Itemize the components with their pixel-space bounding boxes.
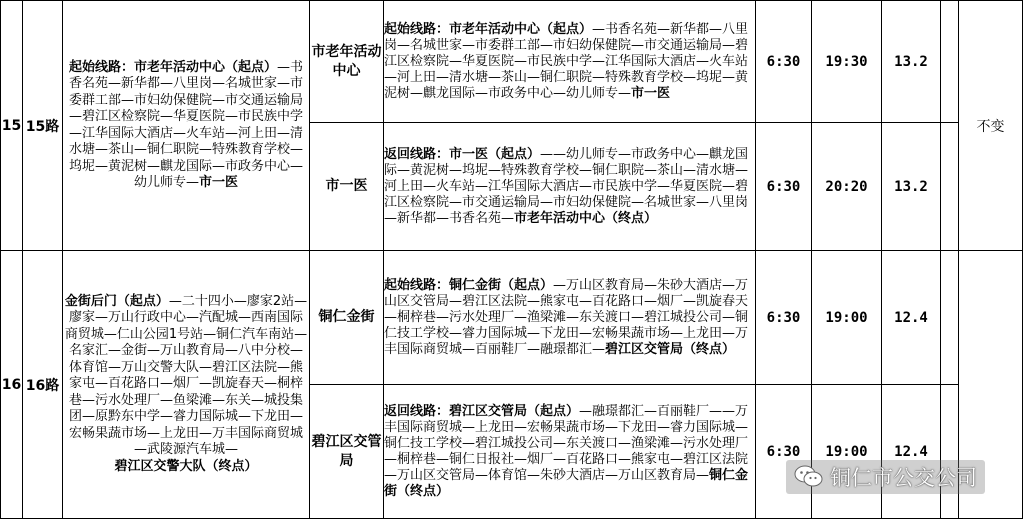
line-head: 返回线路：市一医（起点） <box>384 147 540 162</box>
blank-cell <box>941 123 959 251</box>
table-row <box>1 1 1023 123</box>
line-tail: 碧江区交管局（终点） <box>605 342 735 357</box>
route-description-end: 碧江区交警大队（终点） <box>114 459 257 474</box>
watermark <box>786 460 985 494</box>
route-name: 16路 <box>23 251 63 519</box>
line-body: —万山区教育局—朱砂大酒店—万山区交管局—碧江区法院—熊家屯—百花路口—烟厂—凯旋春天—桐梓巷—污水处理厂—渔梁滩—东关渡口—碧江城投公司—铜仁技工学校—睿力国际城—下龙田—宏畅果蔬市场—上龙田—万丰国际商贸城—百丽鞋厂—融璟都汇— <box>384 278 748 357</box>
route-number: 16 <box>1 251 23 519</box>
route-description-body: —书香名苑—新华都—八里岗—名城世家—市委群工部—市妇幼保健院—市交通运输局—碧江区检察院—华夏医院—市民族中学—江华国际大酒店—火车站—河上田—清水塘—茶山—铜仁职院—特殊教育学校—坞坭—黄泥树—麒龙国际—市政务中心—幼儿师专— <box>69 60 303 191</box>
line-stops <box>384 385 756 519</box>
route-length: 13.2 <box>882 1 941 123</box>
terminal-station: 铜仁金街 <box>310 251 384 385</box>
last-bus-time: 19:30 <box>812 1 882 123</box>
line-stops <box>384 1 756 123</box>
line-tail: 市一医 <box>631 86 670 101</box>
line-head: 返回线路：碧江区交管局（起点） <box>384 404 579 419</box>
route-description <box>63 251 310 519</box>
blank-cell <box>941 1 959 123</box>
line-stops <box>384 251 756 385</box>
route-length: 12.4 <box>882 251 941 385</box>
terminal-station: 市老年活动中心 <box>310 1 384 123</box>
first-bus-time: 6:30 <box>756 1 812 123</box>
line-tail: 铜仁金街（终点） <box>384 468 748 499</box>
first-bus-time: 6:30 <box>756 251 812 385</box>
route-length: 13.2 <box>882 123 941 251</box>
last-bus-time: 19:00 <box>812 385 882 519</box>
wechat-icon <box>794 464 824 490</box>
route-description <box>63 1 310 251</box>
watermark-text: 铜仁市公交公司 <box>830 462 977 492</box>
line-head: 起始线路：铜仁金街（起点） <box>384 278 553 293</box>
first-bus-time: 6:30 <box>756 385 812 519</box>
route-number: 15 <box>1 1 23 251</box>
route-name: 15路 <box>23 1 63 251</box>
blank-cell <box>941 251 959 385</box>
route-description-end: 市一医 <box>199 175 238 190</box>
terminal-station: 碧江区交管局 <box>310 385 384 519</box>
terminal-station: 市一医 <box>310 123 384 251</box>
line-tail: 市老年活动中心（终点） <box>514 211 657 226</box>
route-description-start: 起始线路：市老年活动中心（起点） <box>69 60 277 75</box>
line-body: —融璟都汇—百丽鞋厂——万丰国际商贸城—上龙田—宏畅果蔬市场—下龙田—睿力国际城—铜仁技工学校—碧江城投公司—东关渡口—渔梁滩—污水处理厂—桐梓巷—铜仁日报社—烟厂—百花路口—熊家屯—碧江区法院—万山区交管局—体育馆—朱砂大酒店—万山区教育局— <box>384 404 748 483</box>
line-head: 起始线路：市老年活动中心（起点） <box>384 22 592 37</box>
line-body: ——幼儿师专—市政务中心—麒龙国际—黄泥树—坞坭—特殊教育学校—铜仁职院—茶山—清水塘—河上田—火车站—江华国际大酒店—市民族中学—华夏医院—碧江区检察院—市交通运输局—市妇幼保健院—名城世家—八里岗—新华都—书香名苑— <box>384 147 748 226</box>
first-bus-time: 6:30 <box>756 123 812 251</box>
route-description-start: 金街后门（起点） <box>65 294 169 309</box>
blank-cell <box>941 385 959 519</box>
table-row <box>1 251 1023 385</box>
change-note: 不变 <box>959 1 1023 251</box>
last-bus-time: 19:00 <box>812 251 882 385</box>
line-body: —书香名苑—新华都—八里岗—名城世家—市委群工部—市妇幼保健院—市交通运输局—碧江区检察院—华夏医院—市民族中学—江华国际大酒店—火车站—河上田—清水塘—茶山—铜仁职院—特殊教育学校—坞坭—黄泥树—麒龙国际—市政务中心—幼儿师专— <box>384 22 748 101</box>
route-length: 12.4 <box>882 385 941 519</box>
line-stops <box>384 123 756 251</box>
last-bus-time: 20:20 <box>812 123 882 251</box>
route-description-body: —二十四小—廖家2站—廖家—万山行政中心—汽配城—西南国际商贸城—仁山公园1号站—铜仁汽车南站—名家汇—金街—万山教育局—八中分校—体育馆—万山交警大队—碧江区法院—熊家屯—百花路口—烟厂—凯旋春天—桐梓巷—污水处理厂—鱼梁滩—东关—城投集团—原黔东中学—睿力国际城—下龙田—宏畅果蔬市场—上龙田—万丰国际商贸城—武陵源汽车城— <box>65 294 307 458</box>
